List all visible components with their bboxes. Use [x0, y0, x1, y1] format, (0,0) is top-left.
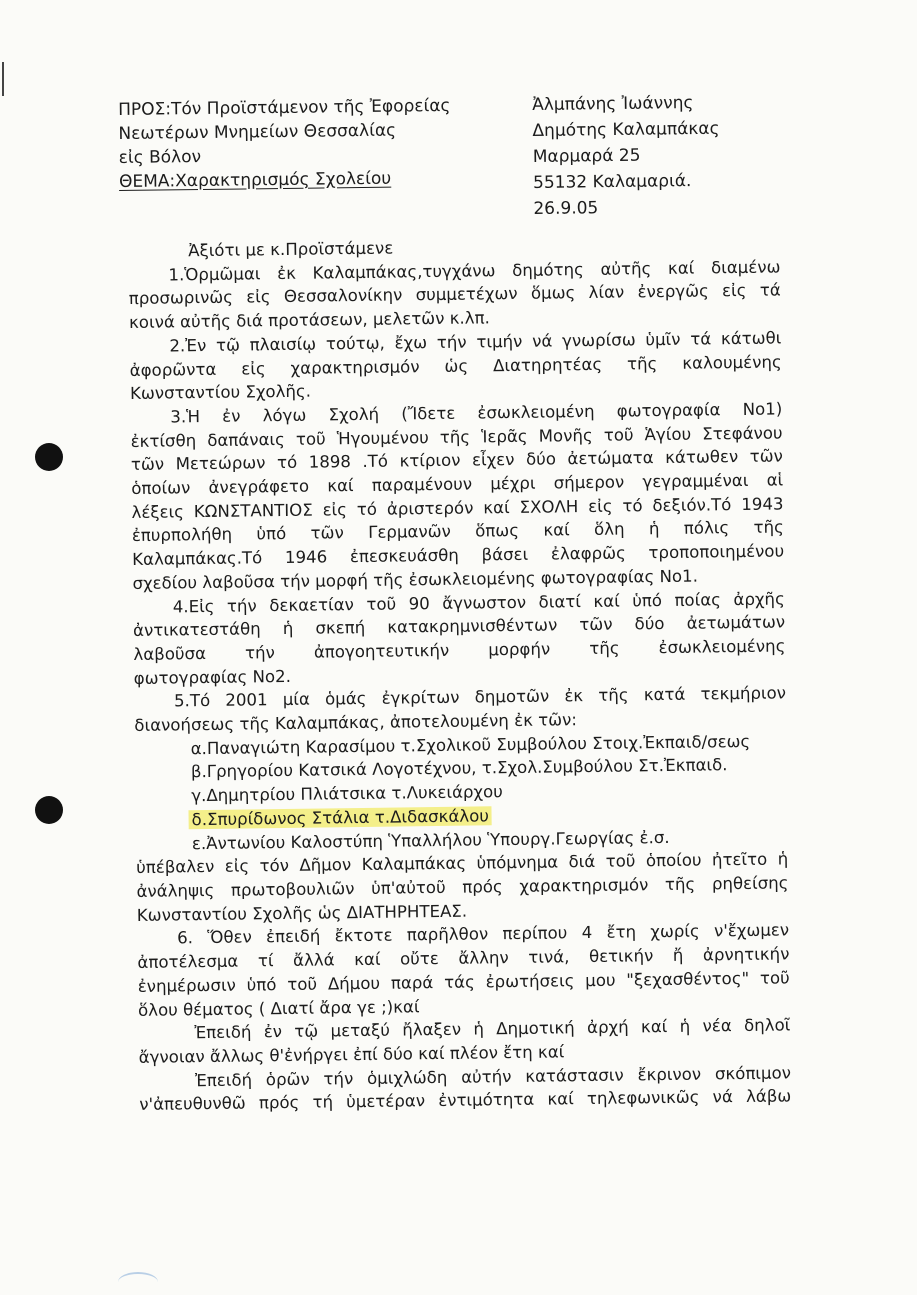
body-line: ἄγνοιαν ἄλλως θ'ἐνήργει ἐπί δύο καί πλέον ἔτη καί	[138, 1042, 565, 1067]
body-line: ὅλου θέματος ( Διατί ἄρα γε ;)καί	[137, 996, 420, 1020]
body-line: ἀποτέλεσμα τί ἄλλά καί οὔτε ἄλλην τινά, θετικήν ἤ ἀρνητικήν	[137, 944, 790, 973]
body-line: ὁποίων ἀνεγράφετο καί παραμένουν μέχρι σήμερον γεγραμμέναι αἱ	[131, 470, 784, 499]
recipient-line-1: ΠΡΟΣ:Τόν Προϊστάμενον τῆς Ἐφορείας	[118, 95, 451, 120]
recipient-line-3: εἰς Βόλον	[118, 146, 202, 168]
letter-body	[128, 231, 791, 1116]
body-line: 5.Τό 2001 μία ὁμάς ἐγκρίτων δημοτῶν ἐκ τῆς κατά τεκμήριον	[173, 683, 787, 711]
list-item: α.Παναγιώτη Καρασίμου τ.Σχολικοῦ Συμβούλου Στοιχ.Ἐκπαιδ/σεως	[190, 731, 751, 758]
punch-hole-bottom	[35, 796, 63, 824]
recipient-block	[118, 94, 479, 194]
body-line: φωτογραφίας Νο2.	[133, 666, 292, 688]
sender-street: Μαρμαρά 25	[532, 145, 641, 167]
pen-mark	[118, 1272, 158, 1292]
body-line: προσωρινῶς εἰς Θεσσαλονίκην συμμετέχων ὅμως λίαν ἐνεργῶς εἰς τά	[128, 280, 781, 309]
body-line: 4.Εἰς τήν δεκαετίαν τοῦ 90 ἄγνωστον διατί καί ὑπό ποίας ἀρχῆς	[172, 588, 785, 616]
recipient-line-2: Νεωτέρων Μνημείων Θεσσαλίας	[118, 120, 397, 144]
body-line: Κωνσταντίου Σχολῆς ὡς ΔΙΑΤΗΡΗΤΕΑΣ.	[136, 901, 468, 925]
body-line: Ἐπειδή ὁρῶν τήν ὁμιχλώδη αὐτήν κατάστασιν ἔκρινον σκόπιμον	[194, 1063, 792, 1090]
list-item: β.Γρηγορίου Κατσικά Λογοτέχνου, τ.Σχολ.Συμβούλου Στ.Ἐκπαιδ.	[190, 755, 728, 782]
body-line: ἀφορῶντα εἰς χαρακτηρισμόν ὡς Διατηρητέας τῆς καλουμένης	[129, 351, 782, 380]
body-line: ὑπέβαλεν εἰς τόν Δῆμον Καλαμπάκας ὑπόμνημα διά τοῦ ὁποίου ἠτεῖτο ἡ	[136, 849, 789, 878]
body-line: διανοήσεως τῆς Καλαμπάκας, ἀποτελουμένη ἐκ τῶν:	[134, 710, 578, 736]
list-item: γ.Δημητρίου Πλιάτσικα τ.Λυκειάρχου	[191, 782, 503, 806]
body-line: Ἐπειδή ἐν τῷ μεταξύ ἤλαξεν ἡ Δημοτική ἀρχή καί ἡ νέα δηλοῖ	[194, 1015, 791, 1043]
body-line: 6. Ὅθεν ἐπειδή ἔκτοτε παρῆλθον περίπου 4 ἔτη χωρίς ν'ἔχωμεν	[177, 920, 790, 948]
sender-role: Δημότης Καλαμπάκας	[532, 118, 720, 141]
sender-name: Ἀλμπάνης Ἰωάννης	[532, 93, 694, 115]
body-line: λαβοῦσα τήν ἀπογοητευτικήν μορφήν τῆς ἐσωκλειομένης	[133, 636, 786, 664]
body-line: ἀνάληψις πρωτοβουλιῶν ὑπ'αὐτοῦ πρός χαρακτηρισμόν τῆς ρηθείσης	[136, 873, 789, 901]
scan-edge-mark	[2, 62, 4, 96]
body-line: Κωνσταντίου Σχολῆς.	[129, 381, 312, 404]
body-line: Καλαμπάκας.Τό 1946 ἐπεσκευάσθη βάσει ἐλαφρῶς τροποποιημένου	[132, 541, 785, 570]
salutation: Ἀξιότι με κ.Προϊστάμενε	[188, 238, 394, 261]
body-line: 3.Ἡ ἐν λόγω Σχολή (Ἴδετε ἐσωκλειομένη φωτογραφία Νο1)	[170, 399, 783, 427]
letter-date: 26.9.05	[533, 198, 599, 219]
punch-hole-top	[35, 443, 63, 471]
body-line: κοινά αὐτῆς διά προτάσεων, μελετῶν κ.λπ.	[128, 308, 490, 333]
body-line: ἐνημέρωσιν ὑπό τοῦ Δήμου παρά τάς ἐρωτήσεις μου "ξεχασθέντος" τοῦ	[137, 968, 790, 996]
highlight-mark: δ.Σπυρίδωνος Στάλια τ.Διδασκάλου	[188, 806, 492, 829]
sender-city: 55132 Καλαμαριά.	[532, 171, 692, 193]
body-line: λέξεις ΚΩΝΣΤΑΝΤΙΟΣ εἰς τό ἀριστερόν καί ΣΧΟΛΗ εἰς τό δεξιόν.Τό 1943	[131, 494, 784, 522]
body-line: ν'ἀπευθυνθῶ πρός τή ὑμετέραν ἐντιμότητα καί τηλεφωνικῶς νά λάβω	[139, 1086, 792, 1115]
body-line: ἀντικατεστάθη ἡ σκεπή κατακρημνισθέντων τῶν δύο ἀετωμάτων	[132, 612, 786, 641]
body-line: ἐπυρπολήθη ὑπό τῶν Γερμανῶν ὅπως καί ὅλη ἡ πόλις τῆς	[131, 517, 784, 546]
subject-line: ΘΕΜΑ:Χαρακτηρισμός Σχολείου	[118, 168, 392, 192]
body-line: τῶν Μετεώρων τό 1898 .Τό κτίριον εἶχεν δύο ἀετώματα κάτωθεν τῶν	[130, 446, 784, 475]
body-line: ἐκτίσθη δαπάναις τοῦ Ἡγουμένου τῆς Ἱερᾶς Μονῆς τοῦ Ἁγίου Στεφάνου	[130, 423, 783, 451]
sender-block	[532, 88, 854, 222]
body-line: 1.Ὁρμῶμαι ἐκ Καλαμπάκας,τυγχάνω δημότης αὐτῆς καί διαμένω	[168, 257, 781, 285]
body-line: 2.Ἐν τῷ πλαισίῳ τούτῳ, ἔχω τήν τιμήν νά γνωρίσω ὑμῖν τά κάτωθι	[169, 328, 782, 356]
list-item: ε.Ἀντωνίου Καλοστύπη Ὑπαλλήλου Ὑπουργ.Γεωργίας ἐ.σ.	[191, 827, 670, 853]
body-line: σχεδίου λαβοῦσα τήν μορφή τῆς ἐσωκλειομένης φωτογραφίας Νο1.	[132, 566, 699, 593]
